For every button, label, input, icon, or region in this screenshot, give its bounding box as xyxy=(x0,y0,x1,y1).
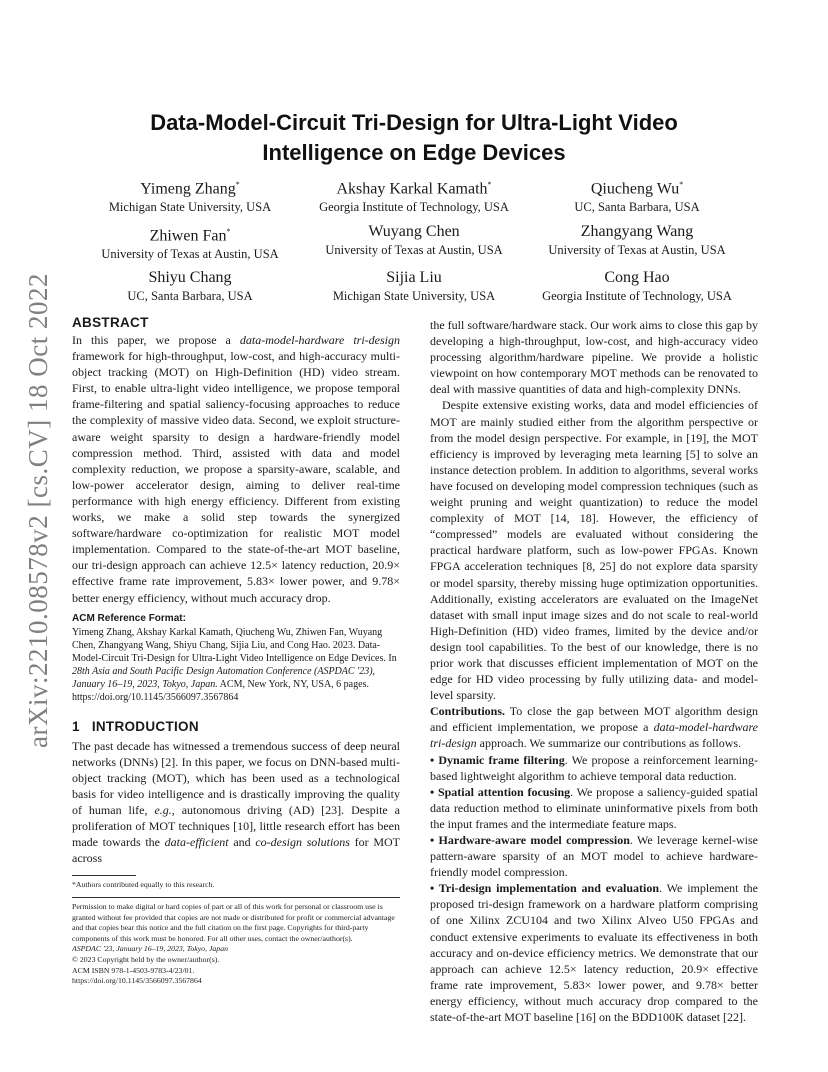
acm-reference-heading: ACM Reference Format: xyxy=(72,612,186,624)
doi-link[interactable]: https://doi.org/10.1145/3566097.3567864 xyxy=(72,976,202,986)
contribution-bullet: • Spatial attention focusing. We propose a saliency-guided spatial data reduction method to eliminate uninformative pixels from both the input frames and the intermediate feature maps. xyxy=(430,784,758,831)
author-affiliation: Michigan State University, USA xyxy=(108,200,272,215)
author-affiliation: Michigan State University, USA xyxy=(332,289,496,303)
acm-reference-venue: 28th Asia and South Pacific Design Automation Conference (ASPDAC '23), January 16–19, 2023, Tokyo, Japan. xyxy=(72,665,376,690)
abstract-text: In this paper, we propose a data-model-hardware tri-design framework for high-throughput, low-cost, and high-accuracy multi-object tracking (MOT) on High-Definition (HD) video stream. First, to enable ultra-light video intelligence, we propose temporal frame-filtering and spatial saliency-focusing approaches to reduce the complexity of massive video data. Second, we exploit structure-aware weight sparsity to design a hardware-friendly model compression method. Third, assisted with data and model complexity reduction, we propose a sparsity-aware, scalable, and low-power accelerator design, aiming to deliver real-time performance with high energy efficiency. Different from existing works, we make a solid step towards the synergized software/hardware co-optimization for realistic MOT model implementation. Compared to the state-of-the-art MOT baseline, our tri-design approach can achieve 12.5× latency reduction, 20.9× effective frame rate improvement, 5.83× lower power, and 9.78× better energy efficiency, without much accuracy drop. xyxy=(72,333,400,605)
author-block xyxy=(75,268,305,304)
arxiv-identifier-stamp xyxy=(10,272,66,748)
permission-rule xyxy=(72,897,400,898)
author-affiliation: UC, Santa Barbara, USA xyxy=(574,200,700,215)
author-block xyxy=(299,222,529,258)
author-affiliation: Georgia Institute of Technology, USA xyxy=(542,289,732,303)
author-name: Zhangyang Wang xyxy=(580,223,694,240)
right-column xyxy=(430,317,758,1025)
title-line-1: Data-Model-Circuit Tri-Design for Ultra-Light Video xyxy=(150,110,678,135)
contribution-bullet: • Hardware-aware model compression. We leverage kernel-wise pattern-aware sparsity of an MOT model to achieve hardware-friendly model compression. xyxy=(430,833,758,880)
author-name: Yimeng Zhang xyxy=(140,180,236,198)
venue-line: ASPDAC '23, January 16–19, 2023, Tokyo, Japan xyxy=(72,944,229,954)
author-name: Qiucheng Wu xyxy=(590,180,680,198)
author-affiliation: Georgia Institute of Technology, USA xyxy=(319,200,509,215)
author-name: Cong Hao xyxy=(604,269,670,286)
author-block xyxy=(299,268,529,304)
section-number: 1 xyxy=(72,718,80,734)
author-block xyxy=(75,222,305,262)
equal-contribution-mark: * xyxy=(487,180,492,189)
equal-contribution-mark: * xyxy=(679,180,684,189)
equal-contribution-mark: * xyxy=(226,227,231,236)
body-paragraph: Despite extensive existing works, data and model efficiencies of MOT are mainly studied either from the algorithm perspective or from the model design perspective. For example, in [19], the MOT efficiency is improved by leveraging meta learning [5] to solve an instance detection problem. In addition to algorithms, several works have focused on developing model compression techniques (such as weight pruning and weight quantization) to reduce the model complexity of MOT [14, 18]. However, the efficiency of “compressed” models are evaluated without considering the practical hardware platform, such as low-power FPGAs. Known FPGA acceleration techniques [8, 25] do not explore data sparsity or model sparsity, thereby missing huge optimization opportunities. Additionally, existing accelerators are evaluated on the ImageNet dataset with small input image sizes and do not scale to real-world High-Definition (HD) video frames, limited by the device and/or design tool capabilities. To the best of our knowledge, there is no prior work that discusses efficient implementation of MOT on the edge for HD video processing by fully utilizing data- and model-level sparsity. xyxy=(430,398,758,703)
title-line-2: Intelligence on Edge Devices xyxy=(262,140,566,165)
body-paragraph: the full software/hardware stack. Our work aims to close this gap by developing a high-throughput, low-cost, and high-accuracy video processing algorithm/hardware pipeline. We provide a holistic viewpoint on how contemporary MOT methods can be renovated to deal with massive quantities of data and high-complexity DNNs. xyxy=(430,318,758,397)
contributions-label: Contributions. xyxy=(430,704,506,719)
contribution-bullet: • Dynamic frame filtering. We propose a reinforcement learning-based lightweight algorithm to achieve temporal data reduction. xyxy=(430,752,758,783)
author-name: Akshay Karkal Kamath xyxy=(336,180,488,198)
left-column xyxy=(72,314,400,987)
author-affiliation: University of Texas at Austin, USA xyxy=(548,243,726,257)
arxiv-identifier-text: arXiv:2210.08578v2 [cs.CV] 18 Oct 2022 xyxy=(22,272,53,748)
contributions-paragraph: Contributions. To close the gap between MOT algorithm design and efficient implementation, we propose a data-model-hardware tri-design approach. We summarize our contributions as follows. xyxy=(430,704,758,751)
author-name: Sijia Liu xyxy=(386,269,442,286)
author-block xyxy=(522,175,752,215)
introduction-paragraph: The past decade has witnessed a tremendous success of deep neural networks (DNNs) [2]. In this paper, we focus on DNN-based multi-object tracking (MOT), which has been used as a technological basis for video intelligence and is drastically improving the quality of human life, e.g., autonomous driving (AD) [23]. Despite a proliferation of MOT techniques [10], little research effort has been made towards the data-efficient and co-design solutions for MOT across xyxy=(72,738,400,866)
author-affiliation: University of Texas at Austin, USA xyxy=(325,243,503,257)
author-name: Shiyu Chang xyxy=(148,269,232,286)
author-block xyxy=(522,268,752,304)
footnote-rule xyxy=(72,875,136,876)
permission-notice: Permission to make digital or hard copies of part or all of this work for personal or classroom use is granted without fee provided that copies are not made or distributed for profit or commercial advantage and that copies bear this notice and the full citation on the first page. Copyrights for third-party components of this work must be honored. For all other uses, contact the owner/author(s). xyxy=(72,901,395,943)
author-block xyxy=(75,175,305,215)
author-block xyxy=(522,222,752,258)
contribution-bullet: • Tri-design implementation and evaluation. We implement the proposed tri-design framework on a hardware platform comprising of one Xilinx ZCU104 and two Xilinx Alveo U50 FPGAs and conduct extensive experiments to evaluate its effectiveness in both accuracy and on-device efficiency metrics. We demonstrate that our approach can achieve 12.5× latency reduction, 20.9× effective frame rate improvement, 5.83× lower power, and 9.78× better energy efficiency, without much accuracy drop compared to the state-of-the-art MOT baseline [16] on the BDD100K dataset [22]. xyxy=(430,881,758,1025)
equal-contribution-footnote: *Authors contributed equally to this research. xyxy=(72,880,215,890)
author-name: Zhiwen Fan xyxy=(149,227,227,245)
section-title: INTRODUCTION xyxy=(91,718,199,734)
abstract-emphasis: data-model-hardware tri-design xyxy=(239,333,400,347)
paper-title xyxy=(80,108,748,168)
author-name: Wuyang Chen xyxy=(368,223,460,240)
section-heading-introduction xyxy=(72,718,400,736)
author-block xyxy=(299,175,529,215)
equal-contribution-mark: * xyxy=(235,180,240,189)
copyright-line: © 2023 Copyright held by the owner/author(s). xyxy=(72,954,220,964)
acm-reference-text: Yimeng Zhang, Akshay Karkal Kamath, Qiucheng Wu, Zhiwen Fan, Wuyang Chen, Zhangyang Wang, Shiyu Chang, Sijia Liu, and Cong Hao. 2023. Data-Model-Circuit Tri-Design for Ultra-Light Video Intelligence on Edge Devices. In 28th Asia and South Pacific Design Automation Conference (ASPDAC '23), January 16–19, 2023, Tokyo, Japan. ACM, New York, NY, USA, 6 pages. https://doi.org/10.1145/3566097.3567864 xyxy=(72,626,397,703)
isbn-line: ACM ISBN 978-1-4503-9783-4/23/01. xyxy=(72,965,195,975)
abstract-heading: ABSTRACT xyxy=(72,315,149,330)
author-affiliation: UC, Santa Barbara, USA xyxy=(127,289,253,303)
author-affiliation: University of Texas at Austin, USA xyxy=(101,247,279,262)
